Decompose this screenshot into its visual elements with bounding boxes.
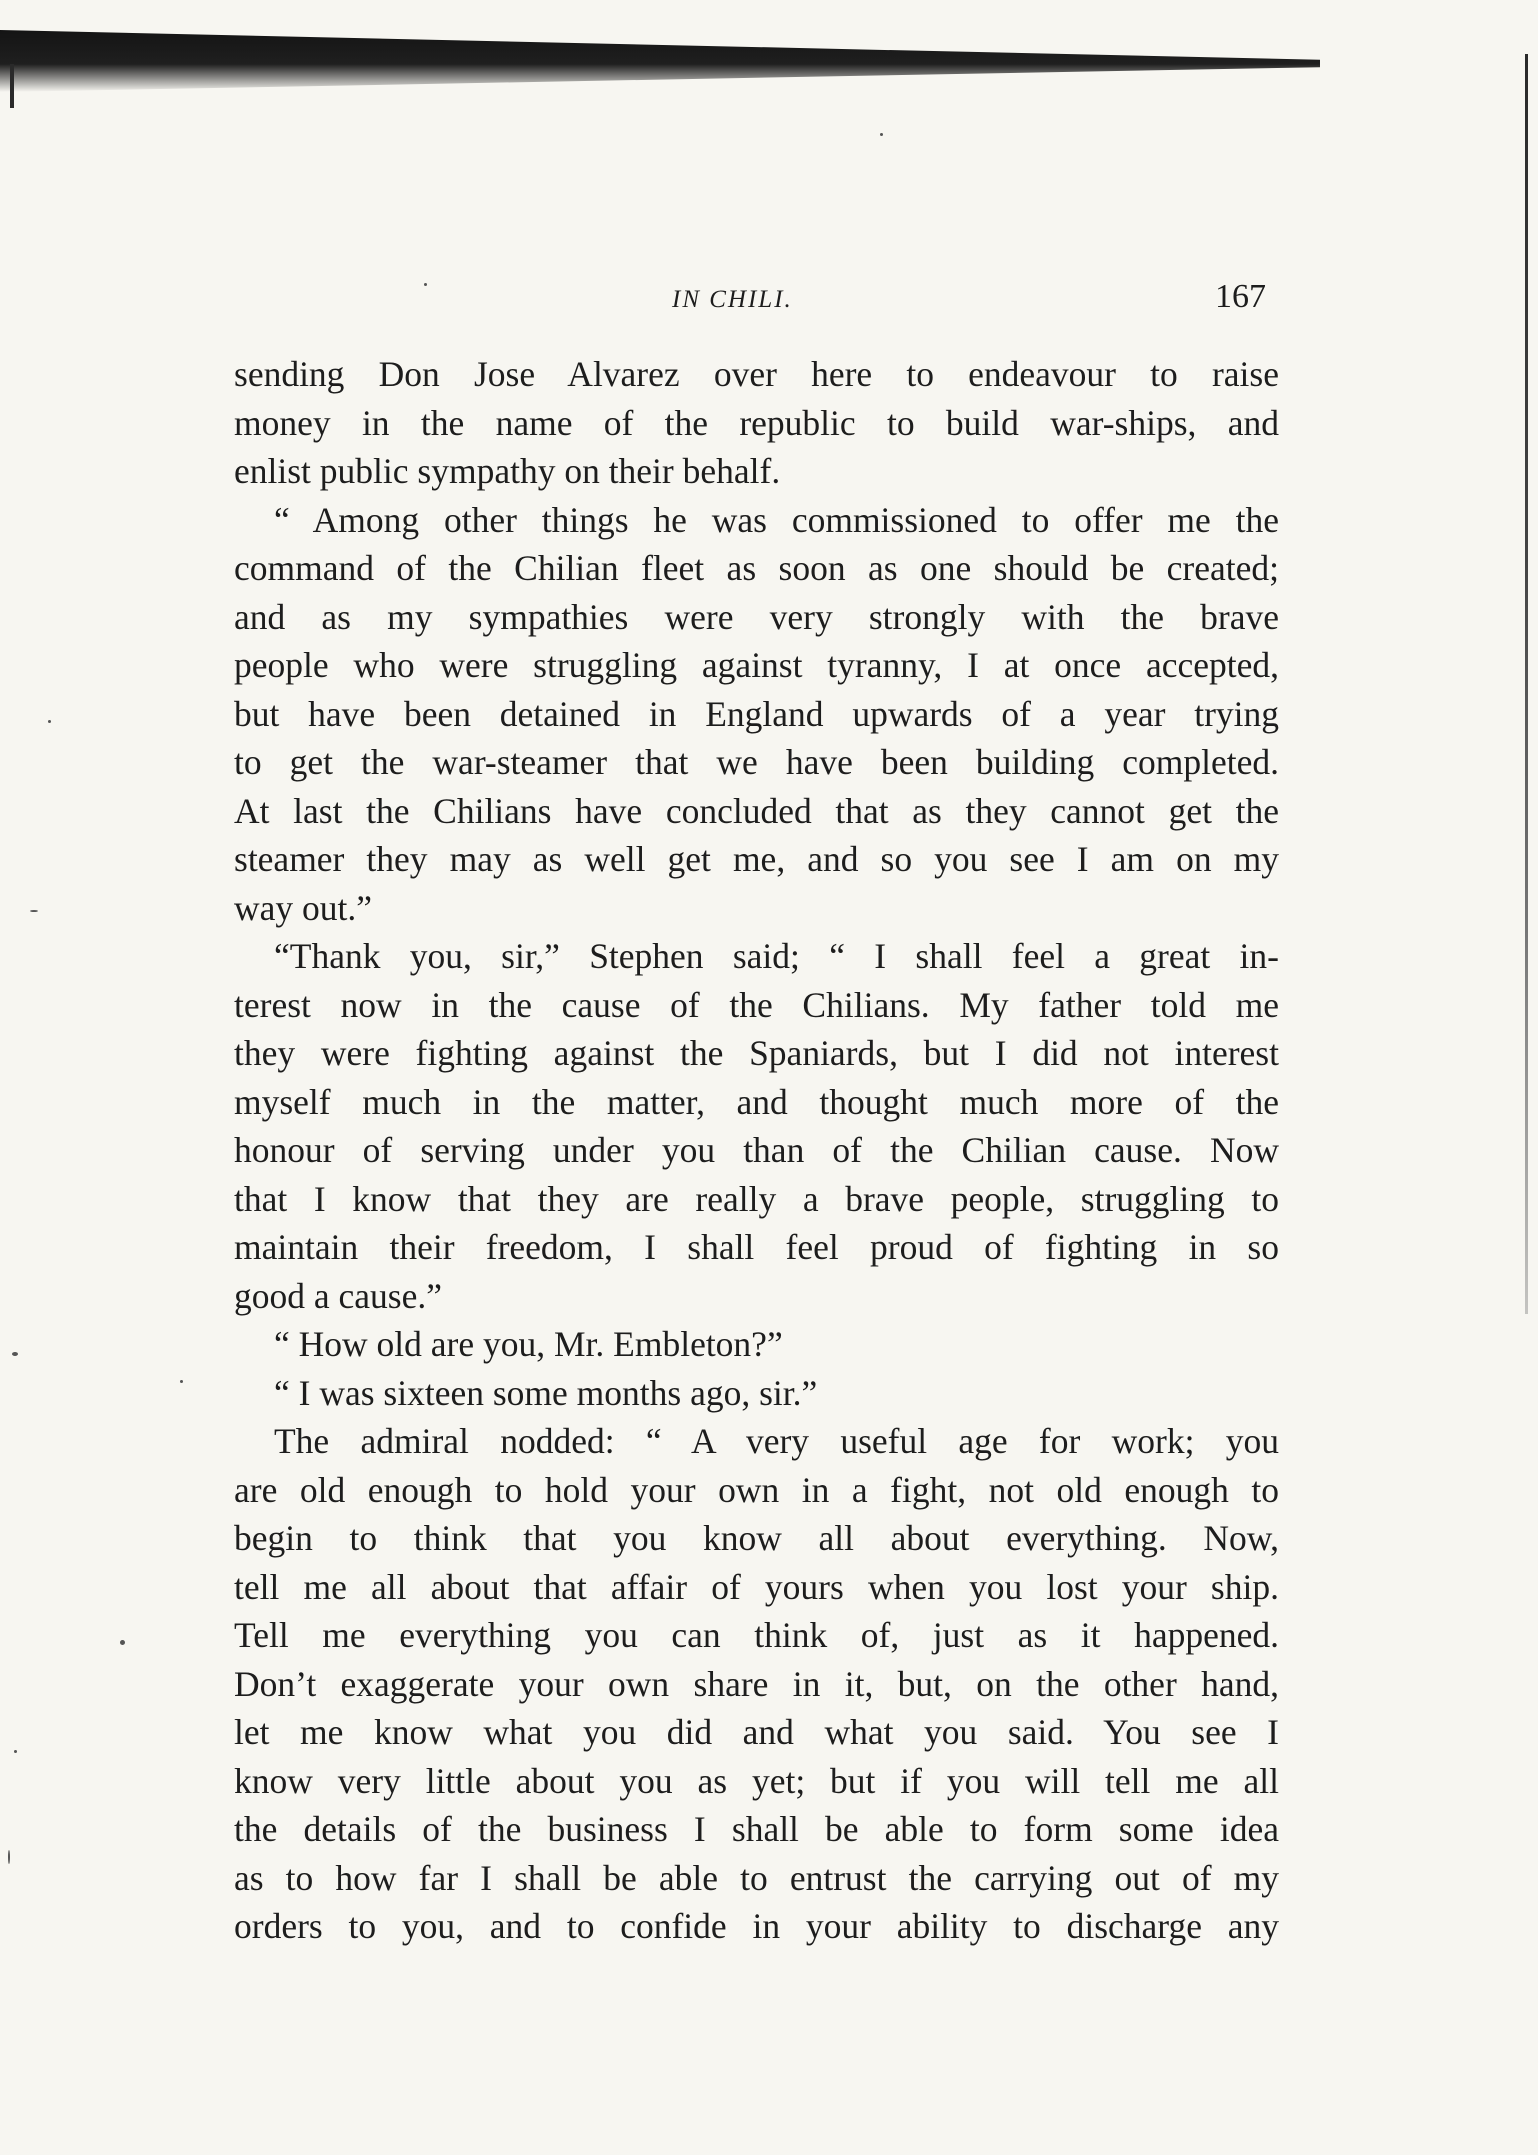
scan-speck: [30, 910, 38, 912]
text-line: Tell me everything you can think of, just as it happened.: [234, 1615, 1279, 1655]
text-line: At last the Chilians have concluded that as they cannot get the: [234, 790, 1279, 831]
scan-speck: [120, 1640, 125, 1645]
scan-speck: [12, 1352, 18, 1356]
text-line: The admiral nodded: “ A very useful age for work; you: [274, 1421, 1279, 1461]
scan-edge-shadow: [0, 30, 1320, 92]
text-line: maintain their freedom, I shall feel proud of fighting in so: [234, 1227, 1279, 1267]
text-line: they were fighting against the Spaniards, but I did not interest: [234, 1033, 1279, 1073]
text-line: people who were struggling against tyranny, I at once accepted,: [234, 645, 1279, 685]
text-line: “ I was sixteen some months ago, sir.”: [274, 1372, 818, 1413]
text-line: sending Don Jose Alvarez over here to endeavour to raise: [234, 354, 1279, 394]
text-line: begin to think that you know all about everything. Now,: [234, 1518, 1279, 1558]
text-line: but have been detained in England upwards of a year trying: [234, 693, 1279, 734]
text-line: money in the name of the republic to build war-ships, and: [234, 402, 1279, 443]
text-line: as to how far I shall be able to entrust the carrying out of my: [234, 1857, 1279, 1898]
page-gutter-edge: [1525, 54, 1528, 1314]
scan-speck: [180, 1380, 183, 1383]
text-line: know very little about you as yet; but if you will tell me all: [234, 1760, 1279, 1801]
running-title: IN CHILI.: [672, 286, 793, 313]
running-head: [0, 276, 1538, 326]
text-line: and as my sympathies were very strongly with the brave: [234, 596, 1279, 637]
page-number: 167: [1215, 278, 1266, 315]
text-line: the details of the business I shall be able to form some idea: [234, 1809, 1279, 1849]
text-line: myself much in the matter, and thought much more of the: [234, 1081, 1279, 1122]
text-line: orders to you, and to confide in your ability to discharge any: [234, 1906, 1279, 1946]
body-text: [234, 350, 1279, 1951]
text-line: honour of serving under you than of the Chilian cause. Now: [234, 1130, 1279, 1170]
scan-edge-mark: [10, 64, 14, 108]
text-line: “ How old are you, Mr. Embleton?”: [274, 1324, 783, 1364]
text-line: that I know that they are really a brave people, struggling to: [234, 1178, 1279, 1219]
text-line: to get the war-steamer that we have been building completed.: [234, 742, 1279, 782]
text-line: “Thank you, sir,” Stephen said; “ I shall feel a great in-: [274, 936, 1279, 976]
text-line: “ Among other things he was commissioned to offer me the: [274, 499, 1279, 540]
text-line: command of the Chilian fleet as soon as one should be created;: [234, 548, 1279, 588]
text-line: tell me all about that affair of yours when you lost your ship.: [234, 1566, 1279, 1607]
scan-speck: [8, 1850, 10, 1864]
text-line: way out.”: [234, 887, 373, 928]
text-line: let me know what you did and what you said. You see I: [234, 1712, 1279, 1752]
text-line: enlist public sympathy on their behalf.: [234, 451, 781, 491]
text-line: good a cause.”: [234, 1275, 442, 1316]
text-line: Don’t exaggerate your own share in it, but, on the other hand,: [234, 1663, 1279, 1704]
text-line: terest now in the cause of the Chilians. My father told me: [234, 984, 1279, 1025]
scan-speck: [48, 720, 51, 723]
scan-speck: [880, 133, 883, 136]
text-line: steamer they may as well get me, and so you see I am on my: [234, 839, 1279, 879]
scan-speck: [14, 1750, 17, 1753]
text-line: are old enough to hold your own in a fight, not old enough to: [234, 1469, 1279, 1510]
